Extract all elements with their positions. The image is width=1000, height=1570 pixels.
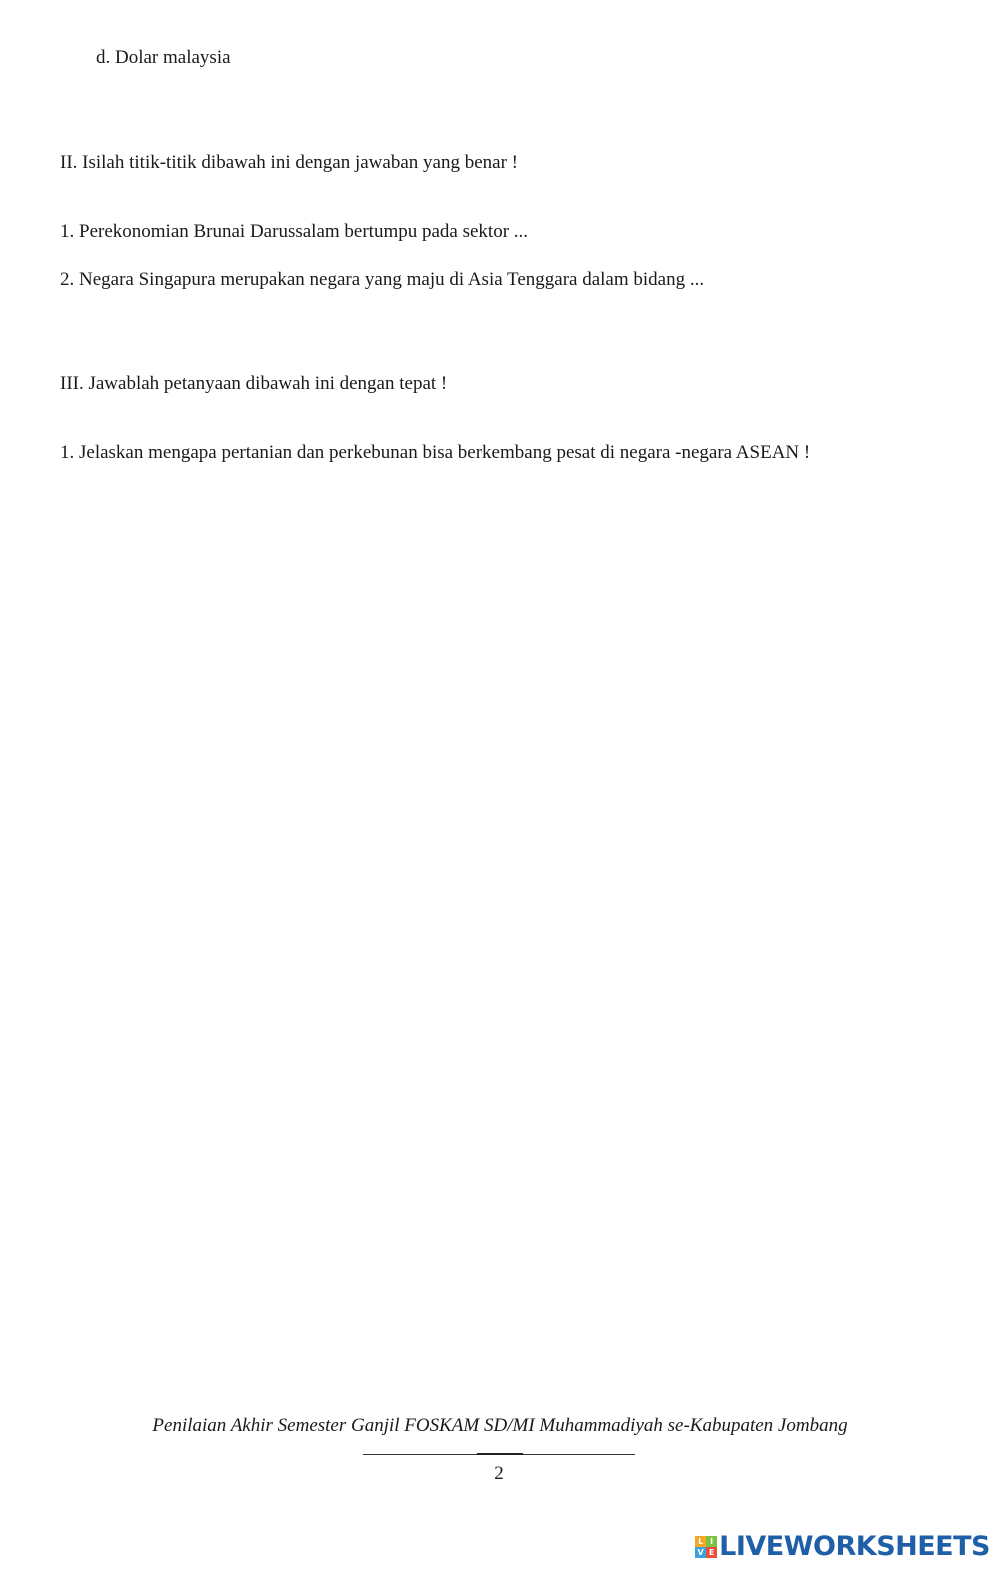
liveworksheets-watermark [695,1531,990,1563]
section-3-question-1: 1. Jelaskan mengapa pertanian dan perkebunan bisa berkembang pesat di negara -negara ASEAN ! [60,442,811,463]
footer-divider-accent [477,1453,523,1455]
section-2-question-1: 1. Perekonomian Brunai Darussalam bertumpu pada sektor ... [60,221,529,242]
page-footer [0,1414,1000,1438]
logo-letter-i: I [706,1536,717,1547]
logo-letter-v: V [695,1547,706,1558]
logo-letter-e: E [706,1547,717,1558]
footer-text: Penilaian Akhir Semester Ganjil FOSKAM SD/MI Muhammadiyah se-Kabupaten Jombang [152,1415,848,1436]
watermark-text: LIVEWORKSHEETS [719,1531,990,1562]
answer-option-d: d. Dolar malaysia [96,47,231,68]
logo-letter-l: L [695,1536,706,1547]
section-2-heading: II. Isilah titik-titik dibawah ini dengan jawaban yang benar ! [60,152,518,173]
section-2-question-2: 2. Negara Singapura merupakan negara yang maju di Asia Tenggara dalam bidang ... [60,269,705,290]
page-number: 2 [494,1463,504,1484]
liveworksheets-logo-icon [695,1536,717,1558]
section-3-heading: III. Jawablah petanyaan dibawah ini dengan tepat ! [60,373,448,394]
